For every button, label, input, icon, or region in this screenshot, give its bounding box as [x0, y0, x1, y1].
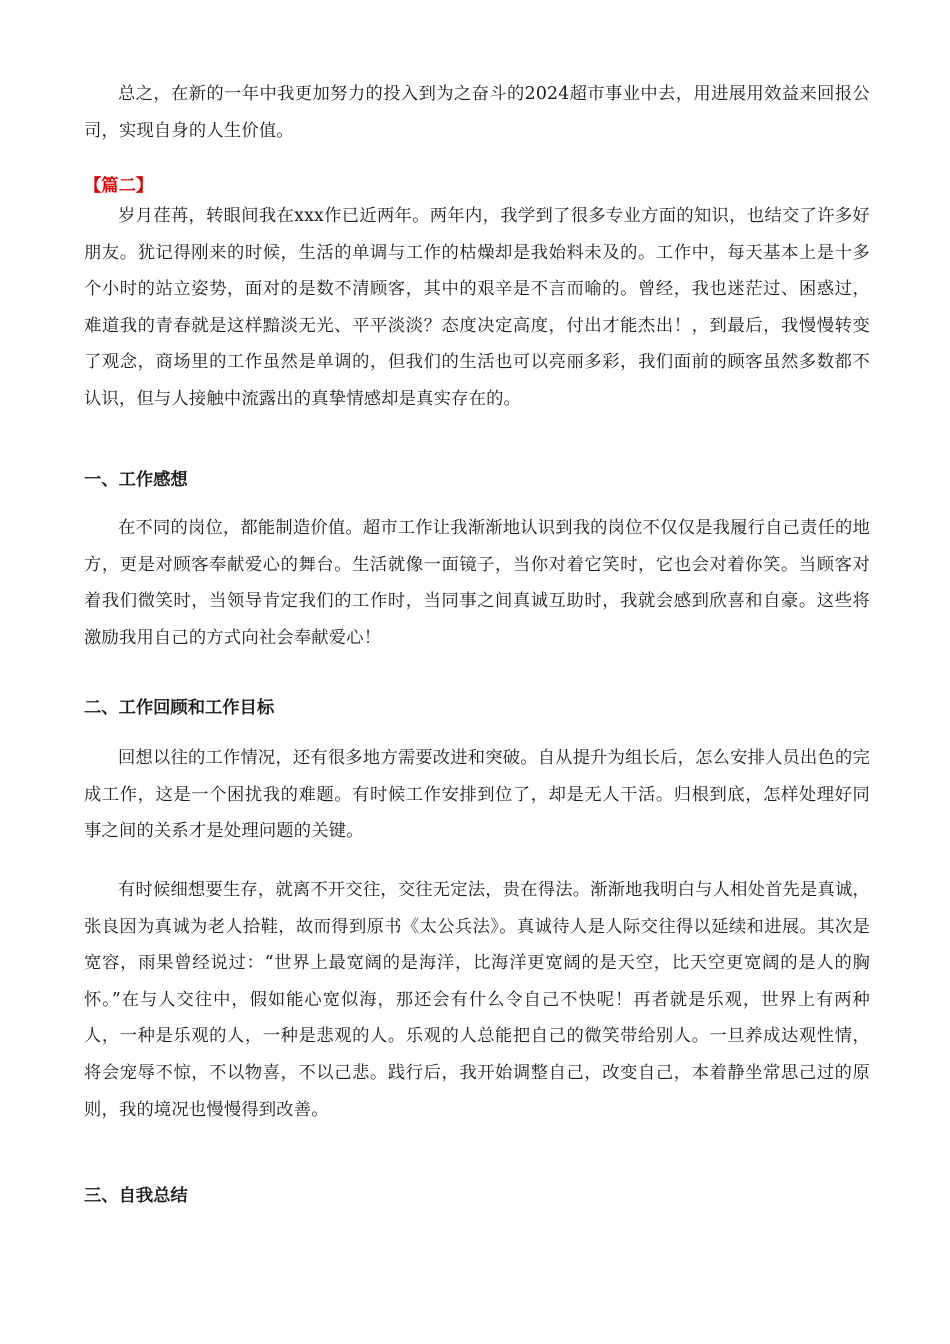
section-tag: 【篇二】 — [84, 176, 154, 196]
paragraph-1: 岁月荏苒，转眼间我在xxx作已近两年。两年内，我学到了很多专业方面的知识，也结交了许多好朋友。犹记得刚来的时候，生活的单调与工作的枯燥却是我始料未及的。工作中，每天基本上是十多个小时的站立姿势，面对的是数不清顾客，其中的艰辛是不言而喻的。曾经，我也迷茫过、困惑过，难道我的青春就是这样黯淡无光、平平淡淡？态度决定高度，付出才能杰出！，到最后，我慢慢转变了观念，商场里的工作虽然是单调的，但我们的生活也可以亮丽多彩，我们面前的顾客虽然多数都不认识，但与人接触中流露出的真挚情感却是真实存在的。 — [84, 206, 870, 409]
intro-paragraph: 总之，在新的一年中我更加努力的投入到为之奋斗的2024超市事业中去，用进展用效益来回报公司，实现自身的人生价值。 — [84, 84, 870, 141]
heading-work-review-goals: 二、工作回顾和工作目标 — [84, 698, 275, 718]
paragraph-3: 回想以往的工作情况，还有很多地方需要改进和突破。自从提升为组长后，怎么安排人员出色的完成工作，这是一个困扰我的难题。有时候工作安排到位了，却是无人干活。归根到底，怎样处理好同事之间的关系才是处理问题的关键。 — [84, 748, 870, 842]
heading-work-reflections: 一、工作感想 — [84, 470, 188, 490]
paragraph-4: 有时候细想要生存，就离不开交往，交往无定法，贵在得法。渐渐地我明白与人相处首先是真诚，张良因为真诚为老人拾鞋，故而得到原书《太公兵法》。真诚待人是人际交往得以延续和进展。其次是宽容，雨果曾经说过：“世界上最宽阔的是海洋，比海洋更宽阔的是天空，比天空更宽阔的是人的胸怀。”在与人交往中，假如能心宽似海，那还会有什么令自己不快呢！再者就是乐观，世界上有两种人，一种是乐观的人，一种是悲观的人。乐观的人总能把自己的微笑带给别人。一旦养成达观性情，将会宠辱不惊，不以物喜，不以己悲。践行后，我开始调整自己，改变自己，本着静坐常思己过的原则，我的境况也慢慢得到改善。 — [84, 880, 870, 1120]
paragraph-2: 在不同的岗位，都能制造价值。超市工作让我渐渐地认识到我的岗位不仅仅是我履行自己责任的地方，更是对顾客奉献爱心的舞台。生活就像一面镜子，当你对着它笑时，它也会对着你笑。当顾客对着我们微笑时，当领导肯定我们的工作时，当同事之间真诚互助时，我就会感到欣喜和自豪。这些将激励我用自己的方式向社会奉献爱心！ — [84, 518, 870, 648]
heading-self-summary: 三、自我总结 — [84, 1186, 188, 1206]
